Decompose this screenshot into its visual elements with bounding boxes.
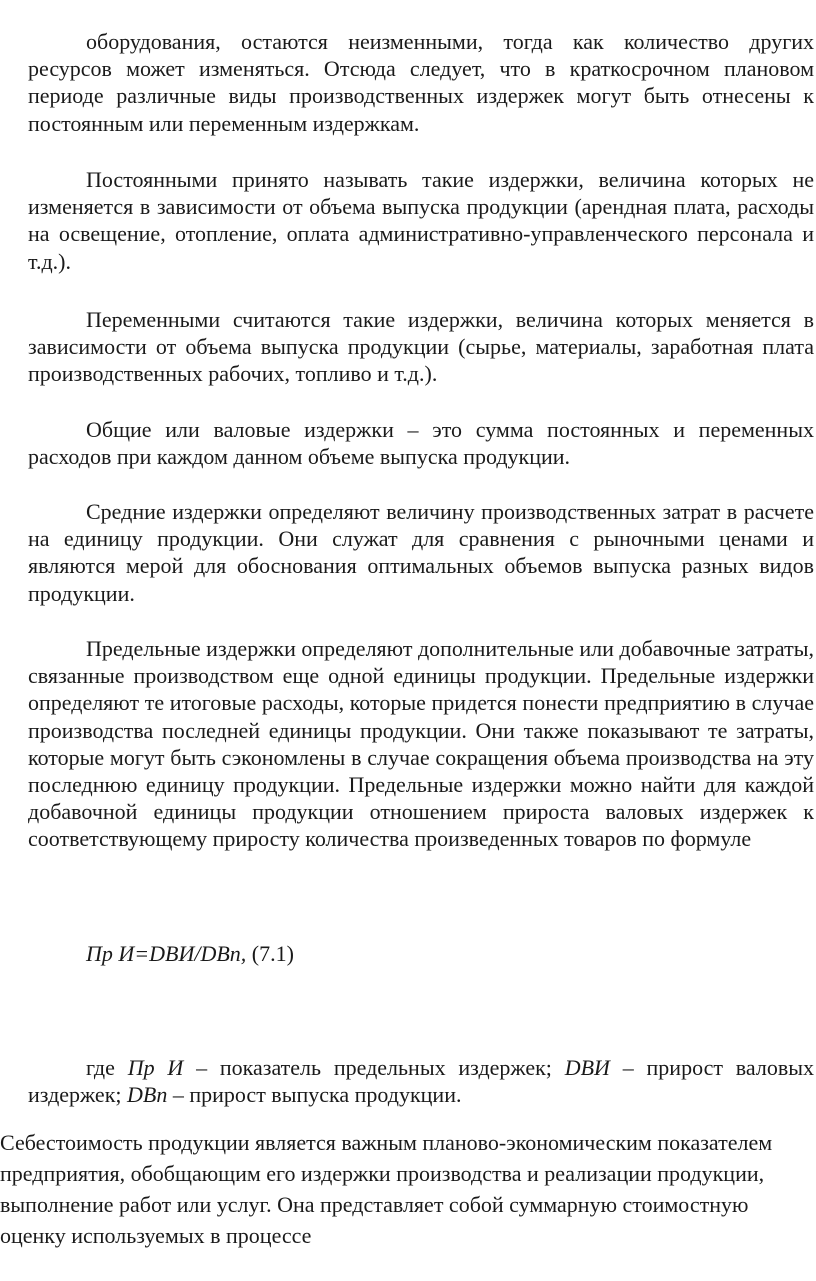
legend-term-marginal: Пр И: [127, 1055, 184, 1080]
paragraph-total-costs: Общие или валовые издержки – это сумма постоянных и переменных расходов при каждом данном объеме выпуска продукции.: [28, 417, 814, 470]
formula-marginal-cost: [86, 940, 294, 967]
legend-lead: где: [86, 1055, 115, 1080]
legend-def-gross-increase: – прирост валовых издержек;: [28, 1055, 814, 1108]
legend-term-gross-increase: DВИ: [564, 1055, 610, 1080]
paragraph-marginal-costs: Предельные издержки определяют дополнительные или добавочные затраты, связанные производством еще одной единицы продукции. Предельные издержки определяют те итоговые расходы, которые придется понести предприятию в случае производства последней единицы продукции. Они также показывают те затраты, которые могут быть сэкономлены в случае сокращения объема производства на эту последнюю единицу продукции. Предельные издержки можно найти для каждой добавочной единицы продукции отношением прироста валовых издержек к соответствующему приросту количества произведенных товаров по формуле: [28, 636, 814, 852]
paragraph-cost-price: Себестоимость продукции является важным планово-экономическим показателем предприятия, обобщающим его издержки производства и реализации продукции, выполнение работ или услуг. Она представляет собой суммарную стоимостную оценку используемых в процессе: [0, 1130, 773, 1248]
paragraph-variable-costs: Переменными считаются такие издержки, величина которых меняется в зависимости от объема выпуска продукции (сырье, материалы, заработная плата производственных рабочих, топливо и т.д.).: [28, 307, 814, 387]
legend-def-output-increase: – прирост выпуска продукции.: [172, 1082, 462, 1108]
paragraph-resources: оборудования, остаются неизменными, тогда как количество других ресурсов может изменяться. Отсюда следует, что в краткосрочном плановом периоде различные виды производственных издержек могут быть отнесены к постоянным или переменным издержкам.: [28, 29, 814, 136]
formula-number: (7.1): [251, 941, 294, 966]
paragraph-average-costs: Средние издержки определяют величину производственных затрат в расчете на единицу продукции. Они служат для сравнения с рыночными ценами и являются мерой для обоснования оптимальных объемов выпуска разных видов продукции.: [28, 499, 814, 606]
legend-term-output-increase: DВп: [127, 1082, 168, 1108]
formula-expression: Пр И=DВИ/DВп,: [86, 941, 247, 966]
legend-def-marginal: – показатель предельных издержек;: [196, 1055, 552, 1080]
paragraph-fixed-costs: Постоянными принято называть такие издержки, величина которых не изменяется в зависимости от объема выпуска продукции (арендная плата, расходы на освещение, отопление, оплата административно-управленческого персонала и т.д.).: [28, 167, 814, 274]
formula-legend: [28, 1054, 814, 1108]
